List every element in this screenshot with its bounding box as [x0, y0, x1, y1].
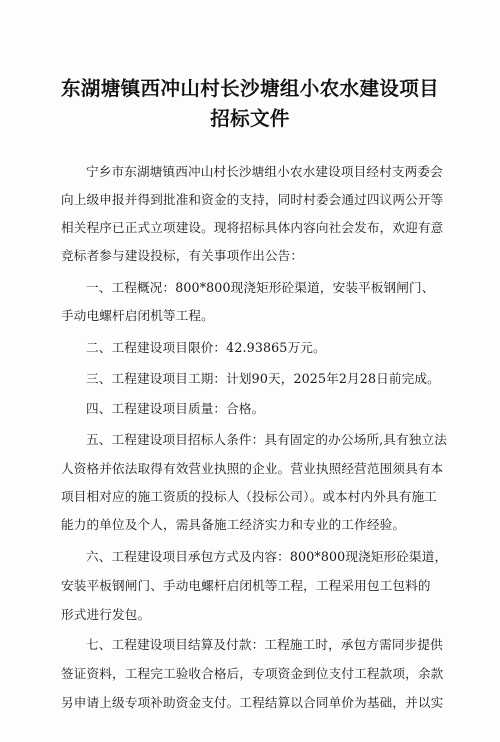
intro-line: 相关程序已正式立项建设。现将招标具体内容向社会发布，欢迎有意: [61, 220, 444, 235]
document-title: 东湖塘镇西冲山村长沙塘组小农水建设项目: [60, 77, 440, 100]
item-overview: 一、工程概况：800*800现浇矩形砼渠道，安装平板钢闸门、: [86, 280, 435, 295]
item-bidder-conditions: 能力的单位及个人，需具备施工经济实力和专业的工作经验。: [61, 517, 406, 532]
item-bidder-conditions: 人资格并依法取得有效营业执照的企业。营业执照经营范围须具有本: [61, 461, 444, 476]
item-settlement: 另申请上级专项补助资金支付。工程结算以合同单价为基础，并以实: [61, 695, 444, 710]
item-quality: 四、工程建设项目质量：合格。: [86, 401, 265, 416]
item-contract-mode: 六、工程建设项目承包方式及内容：800*800现浇矩形砼渠道，: [86, 549, 448, 564]
item-settlement: 七、工程建设项目结算及付款：工程施工时，承包方需同步提供: [86, 637, 443, 652]
intro-line: 向上级申报并得到批准和资金的支持，同时村委会通过四议两公开等: [61, 192, 444, 207]
item-schedule: 三、工程建设项目工期：计划90天，2025年2月28日前完成。: [86, 371, 440, 386]
item-overview: 手动电螺杆启闭机等工程。: [61, 308, 214, 323]
document-subtitle: 招标文件: [210, 107, 290, 130]
item-bidder-conditions: 项目相对应的施工资质的投标人（投标公司）。或本村内外具有施工: [61, 489, 438, 504]
item-contract-mode: 形式进行发包。: [61, 607, 151, 622]
intro-line: 竞标者参与建设投标，有关事项作出公告：: [61, 248, 304, 263]
intro-line: 宁乡市东湖塘镇西冲山村长沙塘组小农水建设项目经村支两委会: [86, 164, 443, 179]
item-bidder-conditions: 五、工程建设项目招标人条件：具有固定的办公场所,具有独立法: [86, 432, 447, 447]
item-contract-mode: 安装平板钢闸门、手动电螺杆启闭机等工程，工程采用包工包料的: [61, 578, 431, 593]
item-price-limit: 二、工程建设项目限价：42.93865万元。: [86, 340, 326, 355]
item-settlement: 签证资料，工程完工验收合格后，专项资金到位支付工程款项，余款: [61, 666, 444, 681]
